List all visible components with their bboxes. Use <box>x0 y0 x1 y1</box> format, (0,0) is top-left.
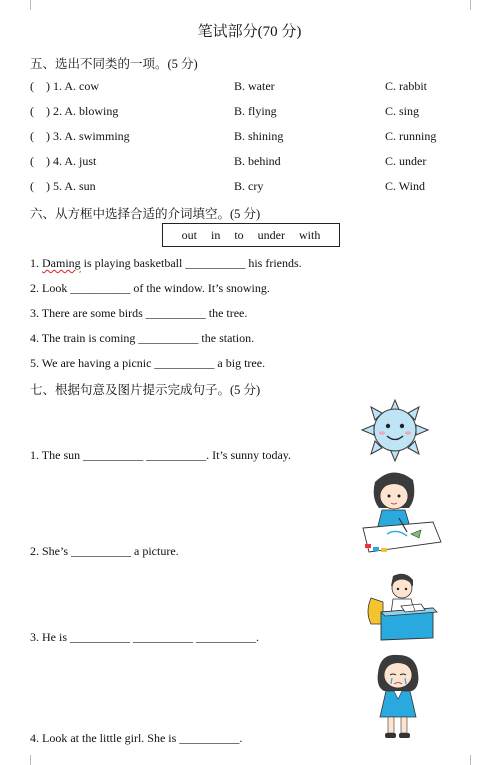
word-bank-word: to <box>234 227 244 242</box>
word-bank-word: with <box>299 227 321 242</box>
word-bank-word: under <box>257 227 285 242</box>
q6-1-number: 1. <box>30 256 42 270</box>
q5-1-option-b: B. water <box>234 79 275 93</box>
q5-3-option-c: C. running <box>385 129 437 143</box>
q6-1-name: Daming <box>42 256 81 270</box>
q5-3-option-b: B. shining <box>234 129 284 143</box>
q7-1-sentence: 1. The sun __________ __________. It’s sunny today. <box>30 448 291 462</box>
corner-mark-bottom-right <box>470 755 481 765</box>
q5-1-option-a: ( ) 1. A. cow <box>30 79 99 93</box>
q6-3-sentence: 3. There are some birds __________ the tree. <box>30 306 248 320</box>
q6-1-rest: is playing basketball __________ his friends. <box>80 256 302 270</box>
girl-drawing-icon <box>355 468 445 558</box>
q5-2-option-c: C. sing <box>385 104 420 118</box>
corner-mark-top-right <box>470 0 481 10</box>
q5-4-option-c: C. under <box>385 154 427 168</box>
q5-5-option-b: B. cry <box>234 179 264 193</box>
q5-1-option-c: C. rabbit <box>385 79 427 93</box>
q6-2-sentence: 2. Look __________ of the window. It’s snowing. <box>30 281 270 295</box>
word-bank-word: out <box>181 227 197 242</box>
section-7-heading: 七、根据句意及图片提示完成句子。(5 分) <box>30 383 261 397</box>
q5-2-option-b: B. flying <box>234 104 277 118</box>
q7-4-sentence: 4. Look at the little girl. She is __________. <box>30 731 243 745</box>
q6-1-sentence <box>30 256 302 271</box>
girl-crying-icon <box>370 653 425 743</box>
q5-4-option-a: ( ) 4. A. just <box>30 154 97 168</box>
page-title: 笔试部分(70 分) <box>197 24 302 40</box>
smiling-sun-icon <box>360 398 430 463</box>
word-bank-word: in <box>210 227 221 242</box>
q5-5-option-a: ( ) 5. A. sun <box>30 179 96 193</box>
corner-mark-top-left <box>20 0 31 10</box>
section-6-heading: 六、从方框中选择合适的介词填空。(5 分) <box>30 207 261 221</box>
q5-3-option-a: ( ) 3. A. swimming <box>30 129 130 143</box>
word-bank-box <box>162 223 340 247</box>
q5-4-option-b: B. behind <box>234 154 281 168</box>
q5-2-option-a: ( ) 2. A. blowing <box>30 104 119 118</box>
q6-4-sentence: 4. The train is coming __________ the station. <box>30 331 255 345</box>
boy-reading-icon <box>363 572 438 642</box>
q6-5-sentence: 5. We are having a picnic __________ a big tree. <box>30 356 266 370</box>
corner-mark-bottom-left <box>20 755 31 765</box>
q5-5-option-c: C. Wind <box>385 179 425 193</box>
section-5-heading: 五、选出不同类的一项。(5 分) <box>30 57 198 71</box>
q7-3-sentence: 3. He is __________ __________ __________. <box>30 630 259 644</box>
q7-2-sentence: 2. She’s __________ a picture. <box>30 544 179 558</box>
